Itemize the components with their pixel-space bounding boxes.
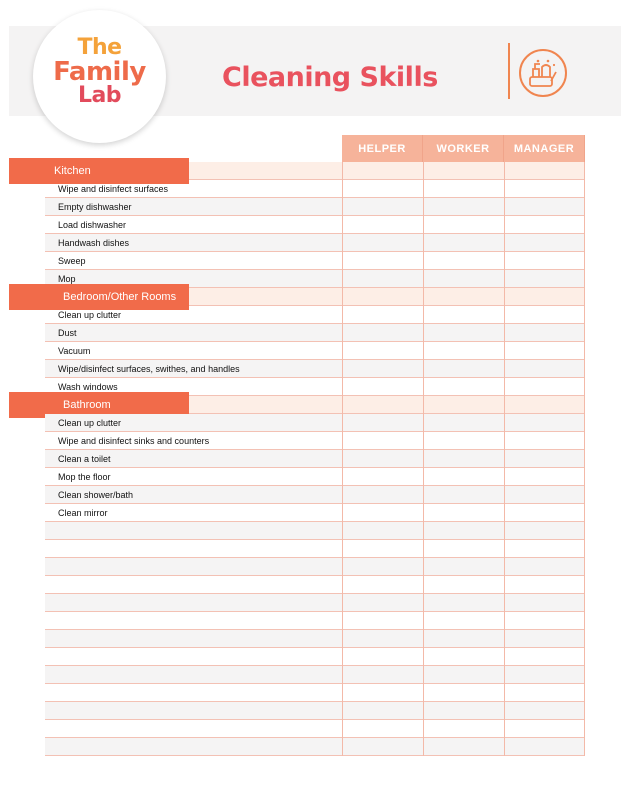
column-header-worker: WORKER xyxy=(423,135,504,162)
section-title: Bathroom xyxy=(63,399,111,411)
page-title: Cleaning Skills xyxy=(222,62,438,93)
task-label: Vacuum xyxy=(58,346,91,356)
task-label: Load dishwasher xyxy=(58,220,127,230)
task-label: Handwash dishes xyxy=(58,238,130,248)
section-title: Kitchen xyxy=(54,165,91,177)
cleaning-supplies-icon xyxy=(518,48,568,98)
column-header-manager: MANAGER xyxy=(504,135,585,162)
logo-line-1: The xyxy=(77,35,122,60)
task-label: Dust xyxy=(58,328,77,338)
logo-text xyxy=(33,36,166,108)
column-divider xyxy=(504,135,505,756)
task-label: Clean a toilet xyxy=(58,454,111,464)
title-divider xyxy=(508,43,510,99)
task-label: Wipe/disinfect surfaces, swithes, and handles xyxy=(58,364,240,374)
task-label: Wipe and disinfect surfaces xyxy=(58,184,169,194)
task-label: Wash windows xyxy=(58,382,118,392)
task-label: Clean up clutter xyxy=(58,310,122,320)
column-divider xyxy=(584,135,585,756)
section-title: Bedroom/Other Rooms xyxy=(63,291,177,303)
column-divider xyxy=(342,135,343,756)
task-label: Wipe and disinfect sinks and counters xyxy=(58,436,210,446)
logo-line-2: Family xyxy=(53,57,146,87)
logo xyxy=(33,10,166,143)
task-label: Empty dishwasher xyxy=(58,202,132,212)
task-label: Mop the floor xyxy=(58,472,111,482)
column-header-helper: HELPER xyxy=(342,135,423,162)
task-label: Mop xyxy=(58,274,76,284)
task-label: Clean up clutter xyxy=(58,418,122,428)
task-label: Sweep xyxy=(58,256,86,266)
logo-line-3: Lab xyxy=(77,83,122,108)
task-label: Clean shower/bath xyxy=(58,490,134,500)
task-label: Clean mirror xyxy=(58,508,108,518)
column-divider xyxy=(423,135,424,756)
